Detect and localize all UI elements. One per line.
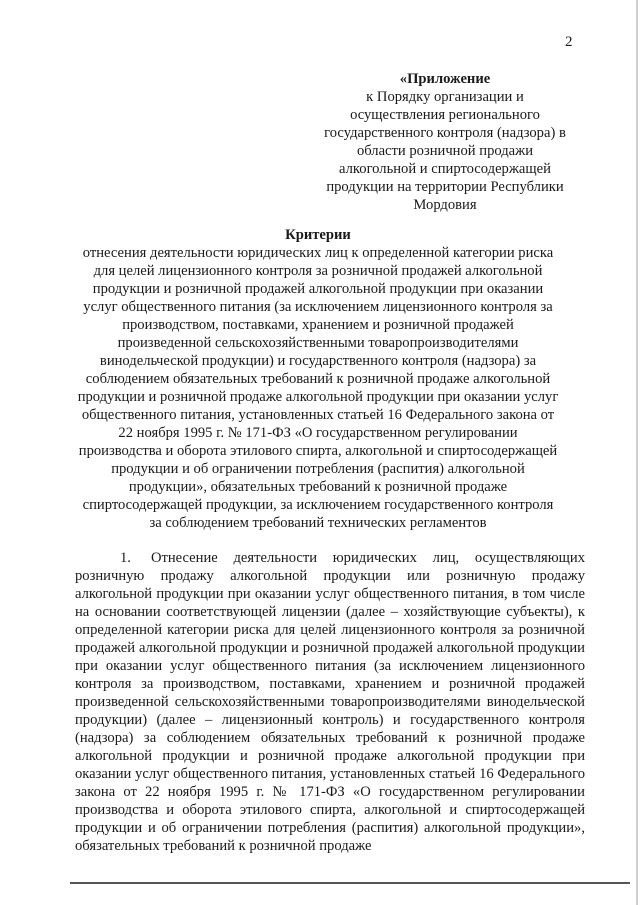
paragraph-text: Отнесение деятельности юридических лиц, осуществляющих розничную продажу алкогольной продукции или розничную продажу алкогольной продукции при оказании услуг общественного питания, в том числе на основании соответствующей лицензии (далее – хозяйствующие субъекты), к определенной категории риска для целей лицензионного контроля за розничной продажей алкогольной продукции и розничной продажей алкогольной продукции при оказании услуг общественного питания (за исключением лицензионного контроля за производством, поставками, хранением и розничной продажей произведенной сельскохозяйственными товаропроизводителями винодельческой продукции) (далее – лицензионный контроль) и государственного контроля (надзора) за соблюдением обязательных требований к розничной продаже алкогольной продукции и розничной продаже алкогольной продукции при оказании услуг общественного питания, установленных статьей 16 Федерального закона от 22 ноября 1995 г. № 171-ФЗ «О государственном регулировании производства и оборота этилового спирта, алкогольной и спиртосодержащей продукции и об ограничении потребления (распития) алкогольной продукции», обязательных требований к розничной продаже [75, 549, 585, 854]
appendix-line: Мордовия [413, 197, 477, 213]
criteria-line: продукции», обязательных требований к розничной продаже [128, 479, 508, 495]
criteria-line: 22 ноября 1995 г. № 171-ФЗ «О государственном регулировании [118, 425, 518, 441]
criteria-heading [68, 226, 568, 532]
criteria-title: Критерии [285, 227, 351, 243]
criteria-line: продукции и розничной продажей алкогольной продукции при оказании [92, 281, 544, 297]
item-number: 1. [120, 549, 131, 566]
scan-edge [636, 0, 638, 905]
appendix-line: к Порядку организации и [366, 89, 524, 105]
appendix-line: осуществления регионального [350, 107, 540, 123]
page-number: 2 [565, 34, 573, 50]
criteria-line: общественного питания, установленных статьей 16 Федерального закона от [81, 407, 555, 423]
criteria-line: отнесения деятельности юридических лиц к определенной категории риска [82, 245, 554, 261]
criteria-line: спиртосодержащей продукции, за исключением государственного контроля [82, 497, 554, 513]
appendix-line: продукции на территории Республики [326, 179, 564, 195]
appendix-line: алкогольной и спиртосодержащей [339, 161, 551, 177]
criteria-line: производством, поставками, хранением и розничной продажей [122, 317, 514, 333]
appendix-title: «Приложение [399, 71, 491, 87]
appendix-line: области розничной продажи [356, 143, 534, 159]
criteria-line: продукции и розничной продаже алкогольной продукции при оказании услуг [77, 389, 559, 405]
criteria-line: винодельческой продукции) и государственного контроля (надзора) за [99, 353, 537, 369]
criteria-line: за соблюдением требований технических регламентов [149, 515, 487, 531]
criteria-line: производства и оборота этилового спирта, алкогольной и спиртосодержащей [78, 443, 558, 459]
criteria-line: для целей лицензионного контроля за розничной продажей алкогольной [93, 263, 543, 279]
appendix-header [300, 70, 590, 214]
body-paragraph [75, 549, 585, 855]
criteria-line: соблюдением обязательных требований к розничной продаже алкогольной [85, 371, 551, 387]
criteria-line: продукции и об ограничении потребления (распития) алкогольной [111, 461, 525, 477]
bottom-divider [70, 882, 630, 884]
criteria-line: услуг общественного питания (за исключением лицензионного контроля за [83, 299, 553, 315]
appendix-line: государственного контроля (надзора) в [324, 125, 566, 141]
criteria-line: произведенной сельскохозяйственными товаропроизводителями [117, 335, 519, 351]
